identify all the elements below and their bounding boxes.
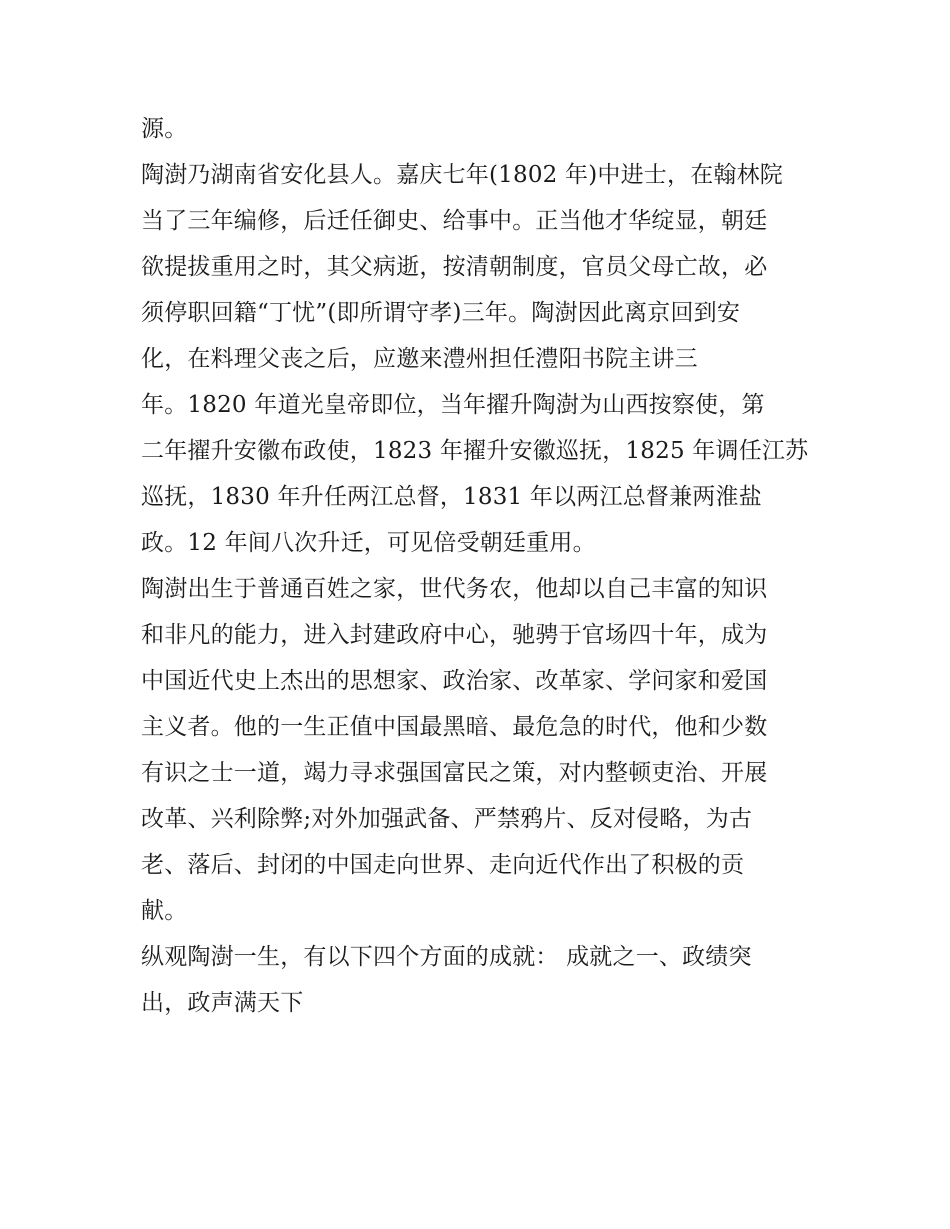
- document-page: [141, 106, 821, 1026]
- text-line: 年。1820 年道光皇帝即位，当年擢升陶澍为山西按察使，第: [141, 392, 765, 418]
- text-line: 巡抚，1830 年升任两江总督，1831 年以两江总督兼两淮盐: [141, 484, 762, 510]
- text-line: 须停职回籍“丁忧”(即所谓守孝)三年。陶澍因此离京回到安: [141, 300, 741, 326]
- text-line: 政。12 年间八次升迁，可见倍受朝廷重用。: [141, 530, 596, 556]
- text-line: 二年擢升安徽布政使，1823 年擢升安徽巡抚，1825 年调任江苏: [141, 438, 809, 464]
- text-line: 纵观陶澍一生，有以下四个方面的成就： 成就之一、政绩突: [141, 944, 752, 970]
- text-line: 中国近代史上杰出的思想家、政治家、改革家、学问家和爱国: [141, 668, 768, 694]
- text-line: 陶澍出生于普通百姓之家，世代务农，他却以自己丰富的知识: [141, 576, 768, 602]
- text-line: 当了三年编修，后迁任御史、给事中。正当他才华绽显，朝廷: [141, 208, 768, 234]
- text-line: 和非凡的能力，进入封建政府中心，驰骋于官场四十年，成为: [141, 622, 768, 648]
- text-line: 陶澍乃湖南省安化县人。嘉庆七年(1802 年)中进士，在翰林院: [141, 162, 783, 188]
- text-line: 有识之士一道，竭力寻求强国富民之策，对内整顿吏治、开展: [141, 760, 768, 786]
- text-line: 改革、兴利除弊;对外加强武备、严禁鸦片、反对侵略，为古: [141, 806, 753, 832]
- text-line: 源。: [141, 116, 188, 142]
- text-line: 化，在料理父丧之后，应邀来澧州担任澧阳书院主讲三: [141, 346, 698, 372]
- text-line: 欲提拔重用之时，其父病逝，按清朝制度，官员父母亡故，必: [141, 254, 768, 280]
- text-line: 献。: [141, 898, 188, 924]
- text-line: 出，政声满天下: [141, 990, 304, 1016]
- text-line: 主义者。他的一生正值中国最黑暗、最危急的时代，他和少数: [141, 714, 768, 740]
- text-line: 老、落后、封闭的中国走向世界、走向近代作出了积极的贡: [141, 852, 745, 878]
